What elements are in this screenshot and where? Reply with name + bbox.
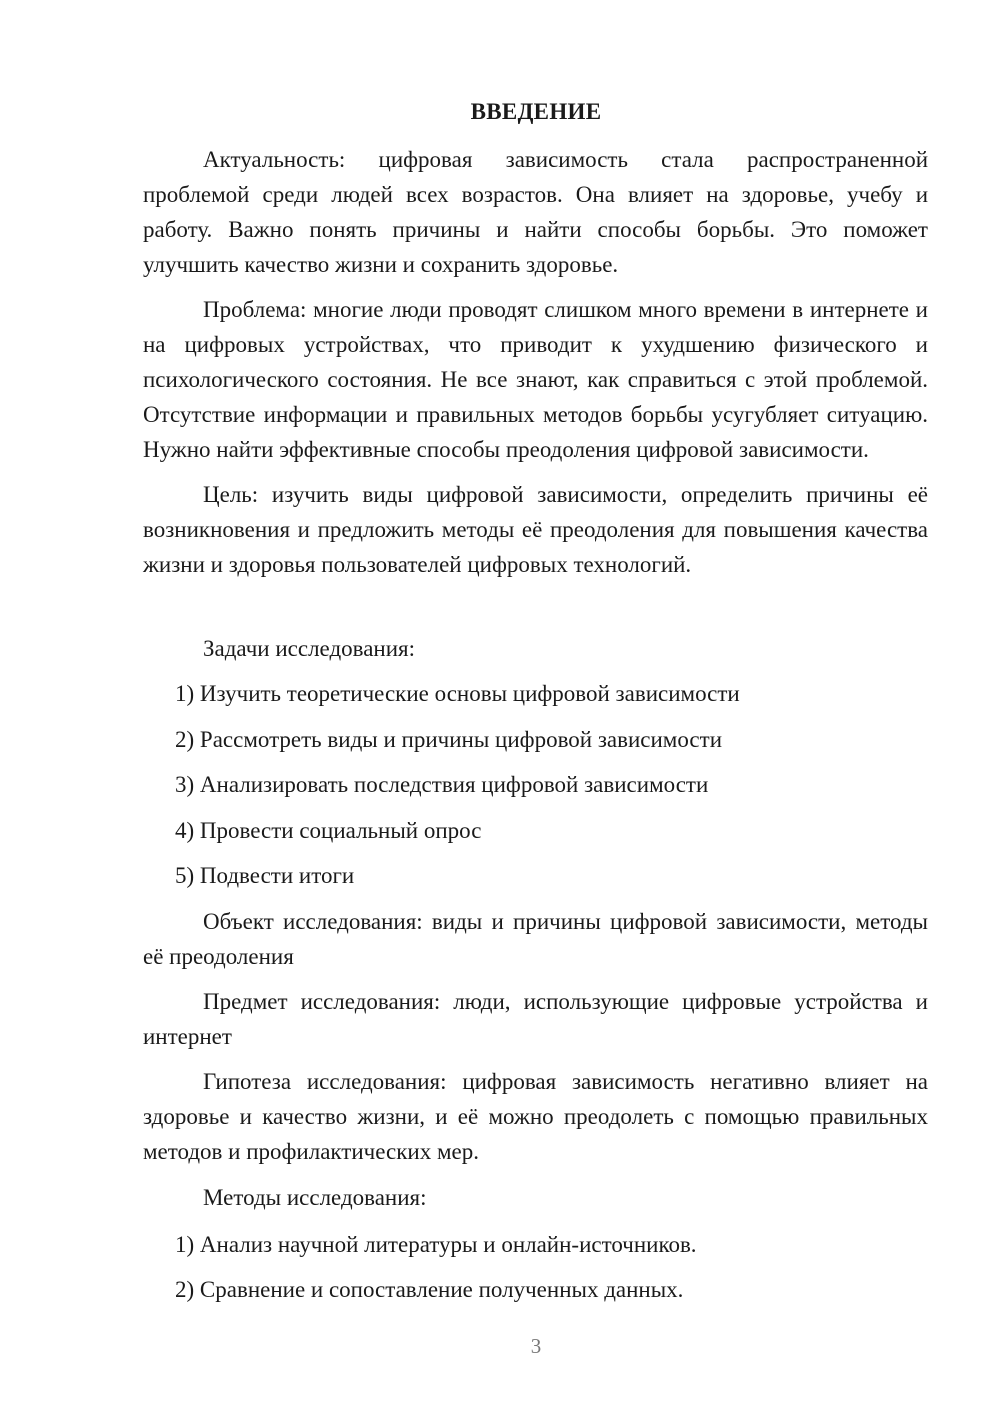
- page-number: 3: [530, 1334, 542, 1358]
- goal-paragraph: Цель: изучить виды цифровой зависимости, определить причины её возникновения и предложить методы её преодоления для повышения качества жизни и здоровья пользователей цифровых технологий.: [143, 482, 928, 577]
- tasks-heading-block: [143, 631, 928, 666]
- relevance-paragraph: Актуальность: цифровая зависимость стала распространенной проблемой среди людей всех возрастов. Она влияет на здоровье, учебу и работу. Важно понять причины и найти способы борьбы. Это поможет улучшить качество жизни и сохранить здоровье.: [143, 147, 928, 277]
- method-item: 2) Сравнение и сопоставление полученных данных.: [175, 1277, 684, 1302]
- research-block: [143, 904, 928, 1169]
- task-item: 4) Провести социальный опрос: [175, 818, 482, 843]
- task-item: 3) Анализировать последствия цифровой зависимости: [175, 772, 709, 797]
- methods-heading-block: [143, 1180, 928, 1215]
- task-item: 2) Рассмотреть виды и причины цифровой зависимости: [175, 727, 723, 752]
- task-item: 1) Изучить теоретические основы цифровой зависимости: [175, 681, 740, 706]
- object-paragraph: Объект исследования: виды и причины цифровой зависимости, методы её преодоления: [143, 909, 928, 969]
- method-item: 1) Анализ научной литературы и онлайн-источников.: [175, 1232, 697, 1257]
- task-item: 5) Подвести итоги: [175, 863, 355, 888]
- tasks-heading: Задачи исследования:: [203, 636, 416, 661]
- subject-paragraph: Предмет исследования: люди, использующие цифровые устройства и интернет: [143, 989, 928, 1049]
- hypothesis-paragraph: Гипотеза исследования: цифровая зависимость негативно влияет на здоровье и качество жизни, и её можно преодолеть с помощью правильных методов и профилактических мер.: [143, 1069, 928, 1164]
- problem-paragraph: Проблема: многие люди проводят слишком много времени в интернете и на цифровых устройствах, что приводит к ухудшению физического и психологического состояния. Не все знают, как справиться с этой проблемой. Отсутствие информации и правильных методов борьбы усугубляет ситуацию. Нужно найти эффективные способы преодоления цифровой зависимости.: [143, 297, 928, 462]
- intro-block: [143, 142, 928, 582]
- methods-heading: Методы исследования:: [203, 1185, 427, 1210]
- page-title: ВВЕДЕНИЕ: [470, 99, 602, 124]
